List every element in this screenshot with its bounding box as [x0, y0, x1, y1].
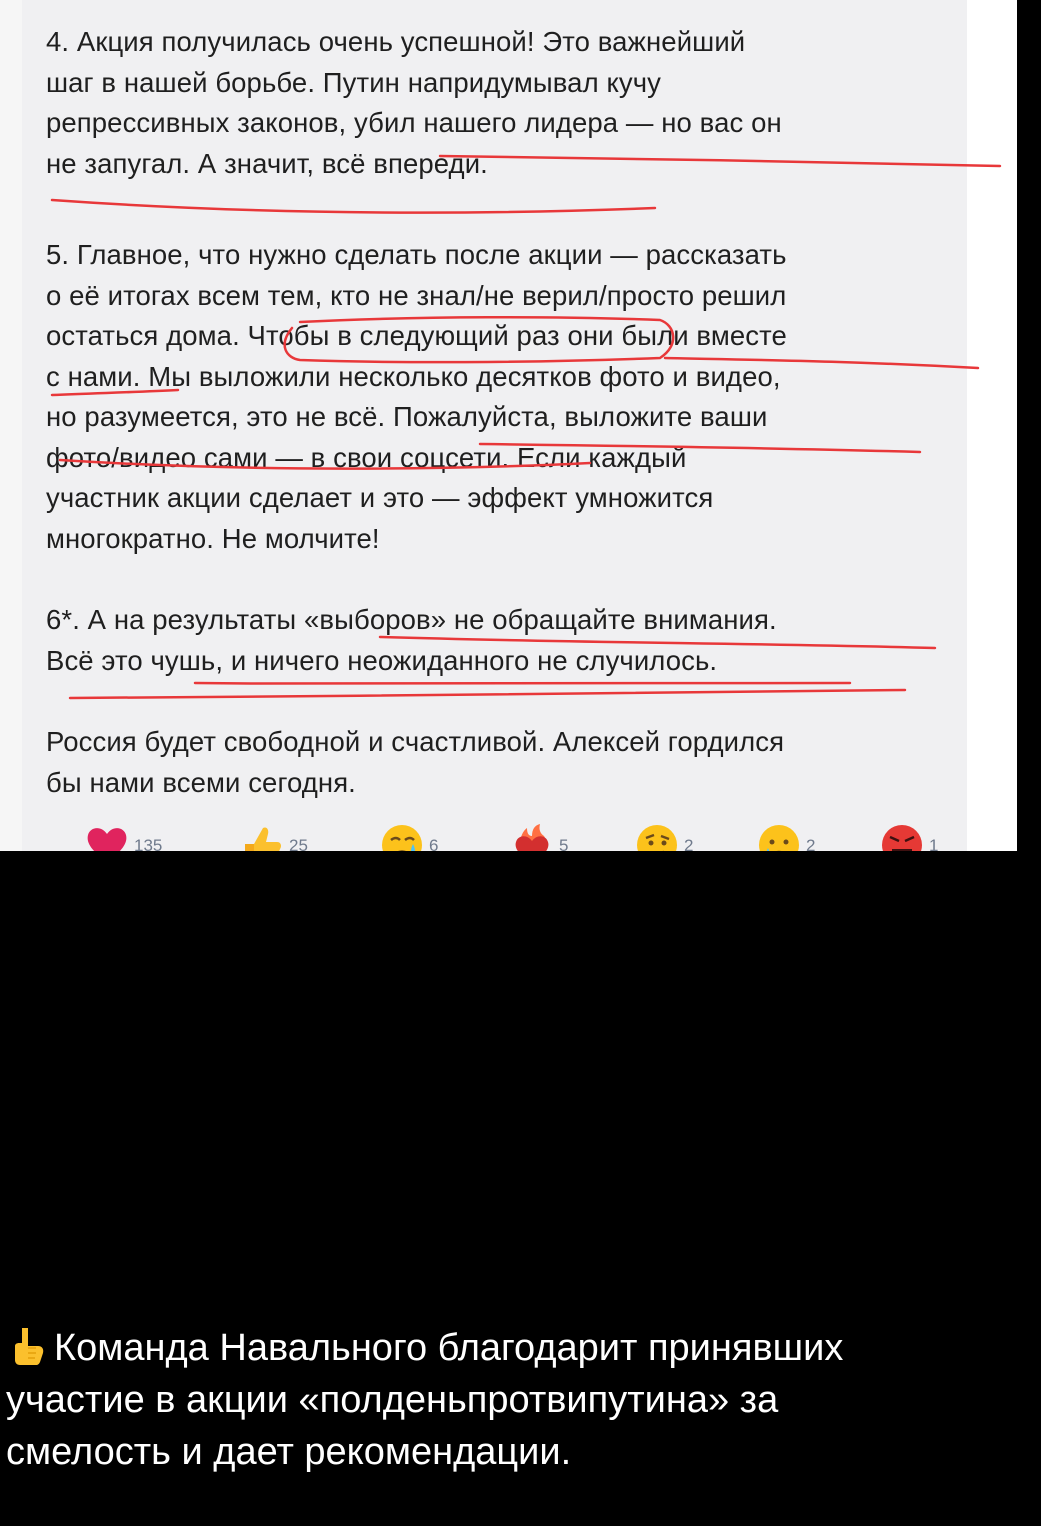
- paragraph-6: [46, 600, 777, 681]
- text-line: шаг в нашей борьбе. Путин напридумывал кучу: [46, 66, 662, 98]
- text-line: не запугал. А значит, всё впереди.: [46, 147, 488, 179]
- reaction-count: 2: [806, 836, 816, 851]
- text-line: о её итогах всем тем, кто не знал/не верил/просто решил: [46, 279, 787, 311]
- caption-line: смелость и дает рекомендации.: [6, 1431, 572, 1473]
- red-heart-icon: [84, 822, 130, 851]
- paragraph-5: [46, 235, 787, 559]
- caption-line: [6, 1322, 1036, 1374]
- text-line: остаться дома. Чтобы в следующий раз они были вместе: [46, 320, 787, 351]
- pointing-up-icon: [6, 1326, 50, 1366]
- paragraph-4: [46, 22, 782, 184]
- text-line: участник акции сделает и это — эффект умножится: [46, 482, 714, 513]
- text-line: фото/видео сами — в свои соцсети. Если каждый: [46, 441, 687, 473]
- paragraph-final: [46, 722, 784, 803]
- post-body: [22, 0, 967, 851]
- text-line: но разумеется, это не всё. Пожалуйста, выложите ваши: [46, 401, 768, 432]
- thinking-face-icon: [634, 822, 680, 851]
- caption-line: участие в акции «полденьпротвипутина» за: [6, 1379, 779, 1421]
- text-line: многократно. Не молчите!: [46, 522, 380, 554]
- text-line: 5. Главное, что нужно сделать после акции — рассказать: [46, 239, 787, 270]
- heart-on-fire-icon: [509, 822, 555, 851]
- reaction-count: 25: [289, 836, 308, 851]
- caption-text: Команда Навального благодарит принявших: [54, 1327, 844, 1369]
- crying-face-icon: [379, 822, 425, 851]
- reaction-count: 6: [429, 836, 439, 851]
- reactions-bar: [84, 822, 967, 851]
- sad-face-icon: [756, 822, 802, 851]
- text-line: 4. Акция получилась очень успешной! Это важнейший: [46, 26, 746, 57]
- reaction-count: 2: [684, 836, 694, 851]
- thumbs-up-icon: [239, 822, 285, 851]
- reaction-count: 135: [134, 836, 163, 851]
- text-line: 6*. А на результаты «выборов» не обращайте внимания.: [46, 604, 777, 635]
- left-margin: [0, 0, 22, 851]
- text-line: с нами. Мы выложили несколько десятков фото и видео,: [46, 360, 781, 392]
- reaction-count: 5: [559, 836, 569, 851]
- angry-face-icon: [879, 822, 925, 851]
- text-line: репрессивных законов, убил нашего лидера — но вас он: [46, 107, 782, 138]
- text-line: бы нами всеми сегодня.: [46, 766, 356, 798]
- reaction-count: 1: [929, 836, 939, 851]
- text-line: Всё это чушь, и ничего неожиданного не случилось.: [46, 644, 718, 676]
- text-line: Россия будет свободной и счастливой. Алексей гордился: [46, 726, 785, 757]
- caption: [6, 1322, 1036, 1478]
